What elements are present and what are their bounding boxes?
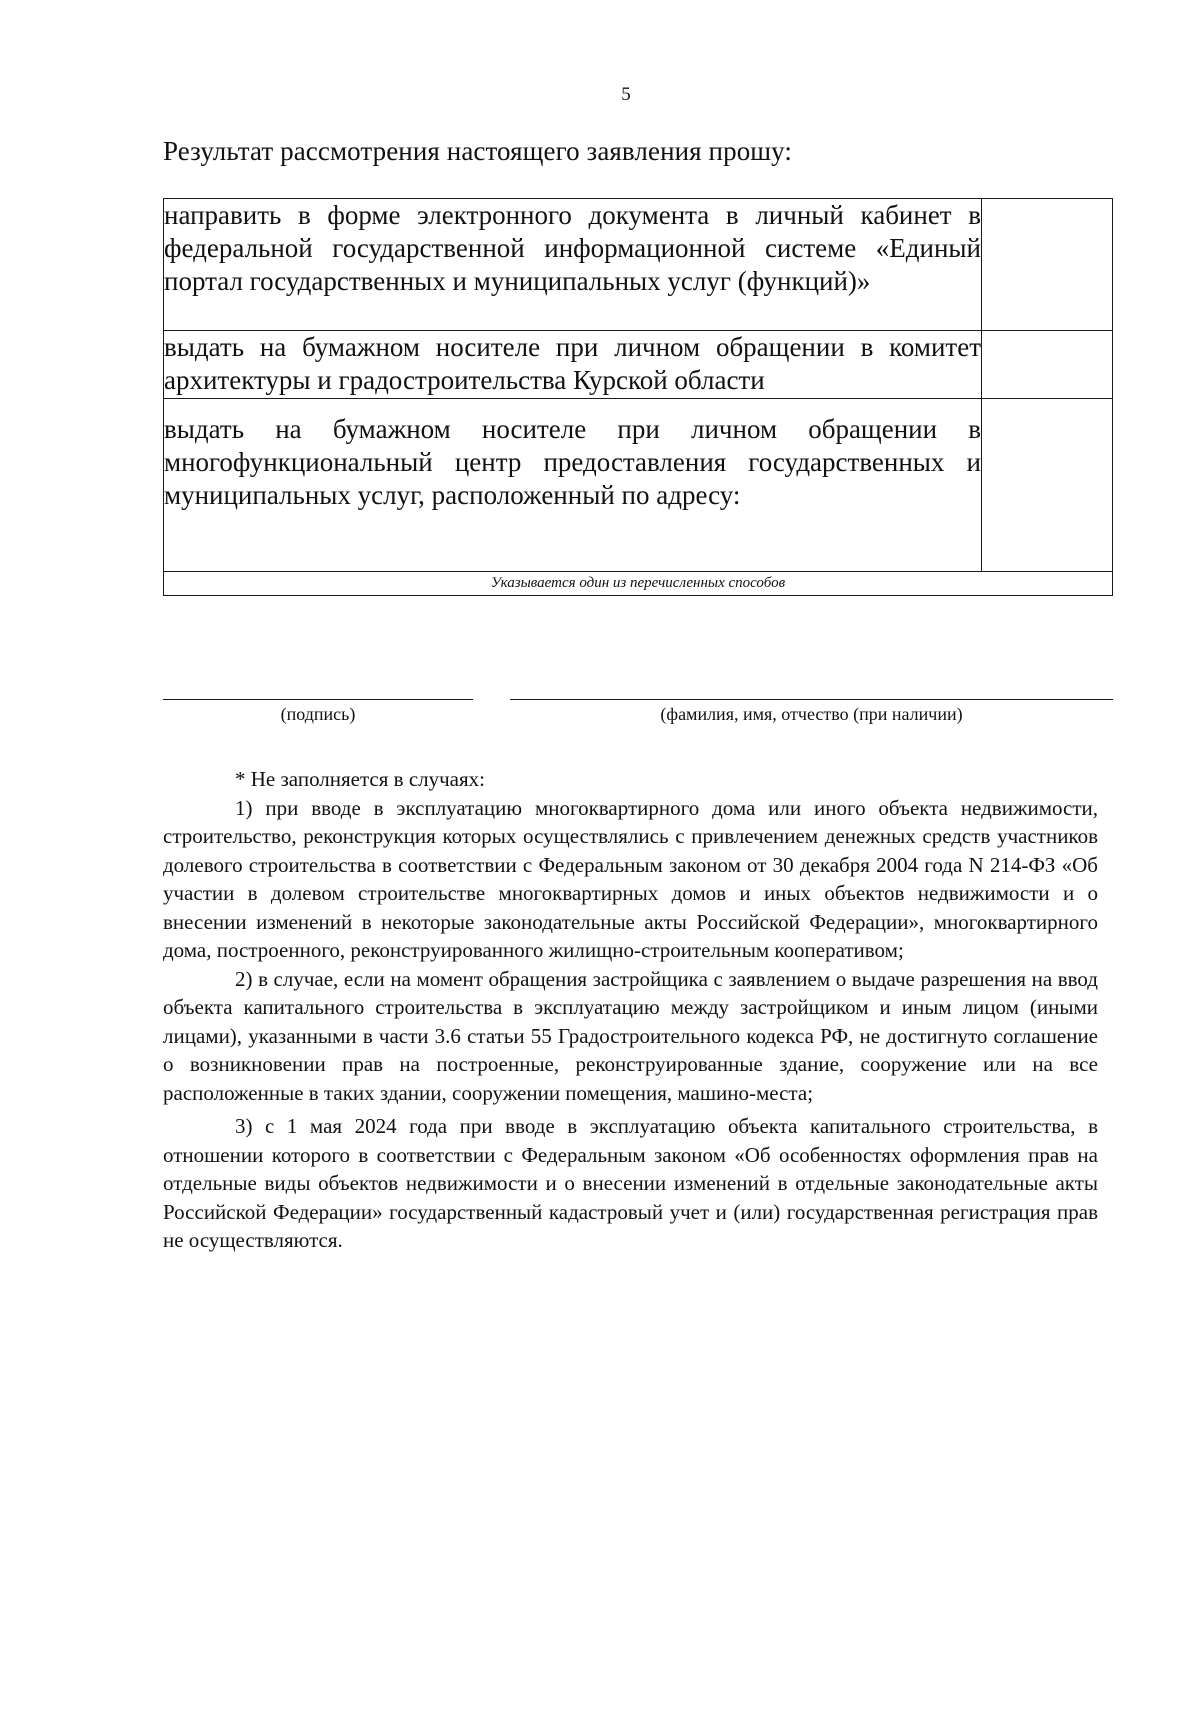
delivery-options-table [163,198,1113,596]
footnote-item: 2) в случае, если на момент обращения застройщика с заявлением о выдаче разрешения на ввод объекта капитального строительства в эксплуатацию между застройщиком и иным лицом (иными лицами), указанными в части 3.6 статьи 55 Градостроительного кодекса РФ, не достигнуто соглашение о возникновении прав на построенные, реконструированные здание, сооружение или на все расположенные в таких здании, сооружении помещения, машино-места; [163,966,1098,1105]
footnote-item: 1) при вводе в эксплуатацию многоквартирного дома или иного объекта недвижимости, строительство, реконструкция которых осуществлялись с привлечением денежных средств участников долевого строительства в соответствии с Федеральным законом от 30 декабря 2004 года N 214-ФЗ «Об участии в долевом строительстве многоквартирных домов и иных объектов недвижимости и о внесении изменений в некоторые законодательные акты Российской Федерации», многоквартирного дома, построенного, реконструированного жилищно-строительным кооперативом; [163,795,1098,962]
delivery-option-text: выдать на бумажном носителе при личном обращении в многофункциональный центр предоставления государственных и муниципальных услуг, расположенный по адресу: [164,399,982,572]
footnote [163,765,1098,1255]
options-note-row [164,572,1113,596]
signature-label: (подпись) [280,704,356,724]
full-name-line[interactable] [510,699,1113,700]
options-note: Указывается один из перечисленных способов [164,572,1113,596]
delivery-option-checkbox[interactable] [982,199,1113,331]
footnote-title: * Не заполняется в случаях: [235,767,485,791]
delivery-option-checkbox[interactable] [982,399,1113,572]
signature-line[interactable] [163,699,473,700]
full-name-label: (фамилия, имя, отчество (при наличии) [660,704,963,724]
delivery-option-text: выдать на бумажном носителе при личном обращении в комитет архитектуры и градостроительства Курской области [164,331,982,399]
delivery-option-row [164,331,1113,399]
delivery-option-row [164,399,1113,572]
delivery-option-checkbox[interactable] [982,331,1113,399]
delivery-option-row [164,199,1113,331]
page-number: 5 [621,84,631,105]
request-intro: Результат рассмотрения настоящего заявления прошу: [163,136,793,166]
delivery-option-text: направить в форме электронного документа в личный кабинет в федеральной государственной информационной системе «Единый портал государственных и муниципальных услуг (функций)» [164,199,982,331]
footnote-item: 3) с 1 мая 2024 года при вводе в эксплуатацию объекта капитального строительства, в отношении которого в соответствии с Федеральным законом «Об особенностях оформления прав на отдельные виды объектов недвижимости и о внесении изменений в отдельные законодательные акты Российской Федерации» государственный кадастровый учет и (или) государственная регистрация прав не осуществляются. [163,1114,1098,1252]
